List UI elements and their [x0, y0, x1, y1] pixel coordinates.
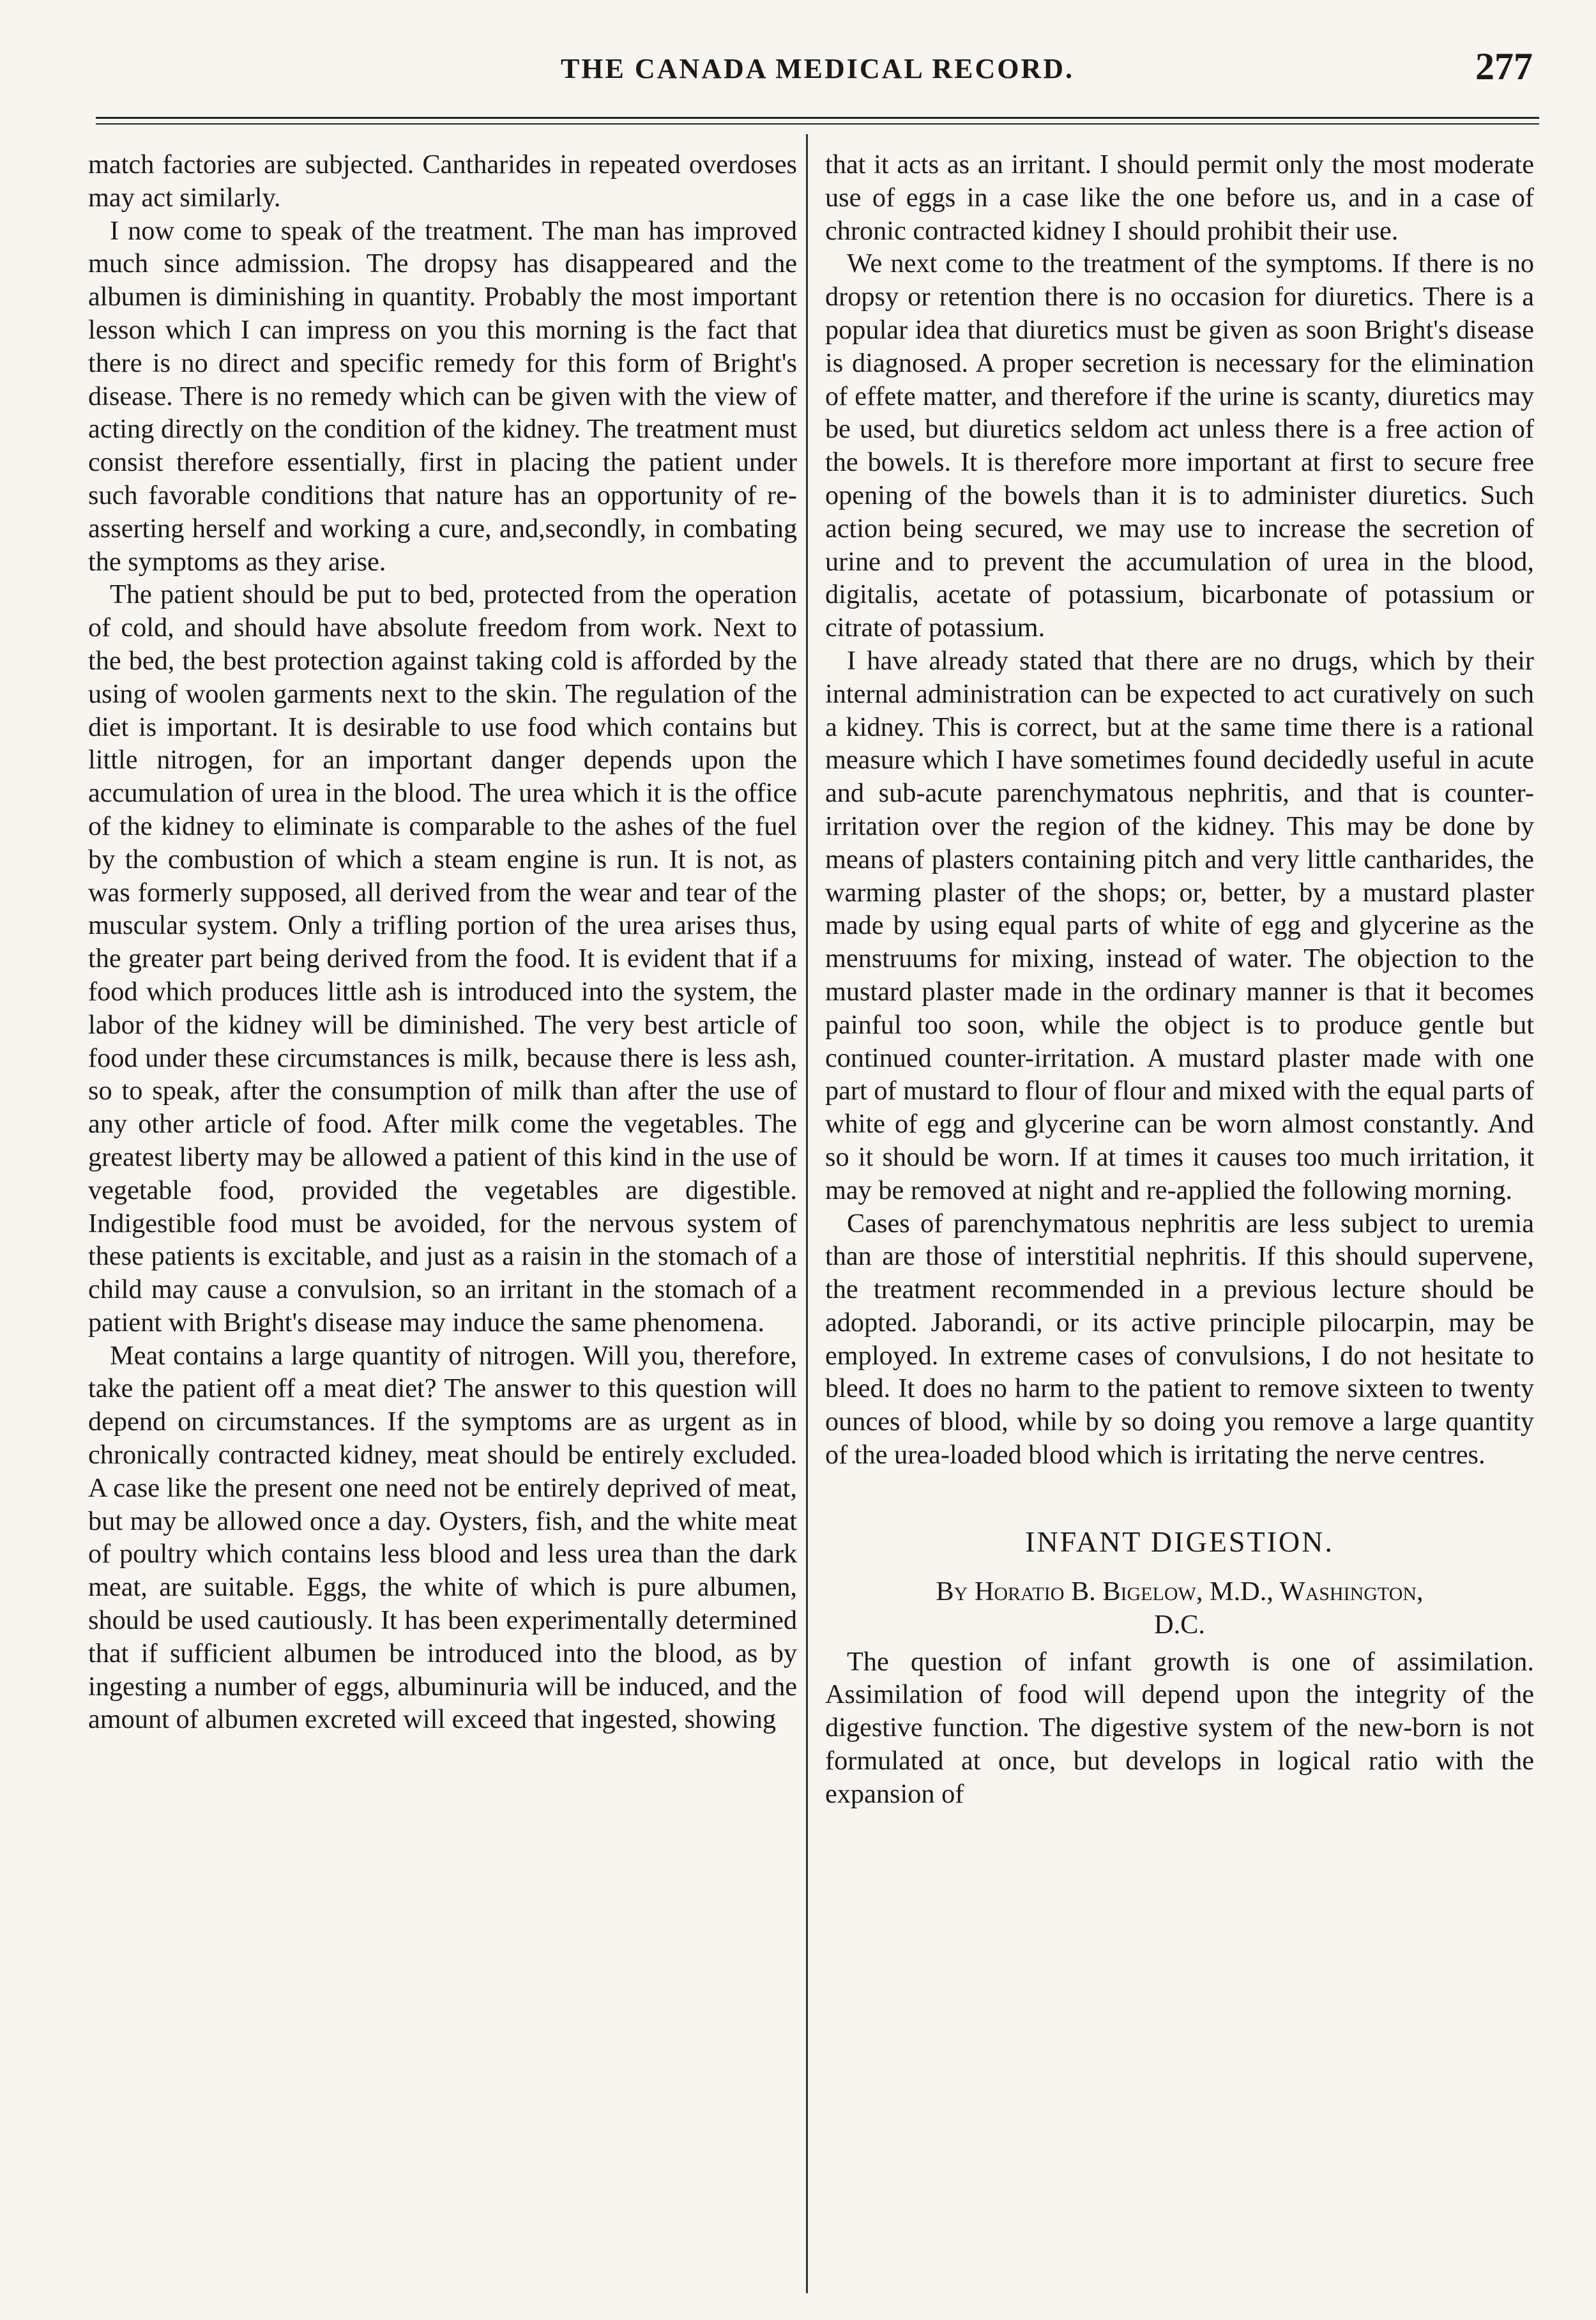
paragraph: The question of infant growth is one of assimilation. Assimilation of food will depend upon the integrity of the digestive function. The digestive system of the new-born is not formulated at once, but develops in logical ratio with the expansion of [825, 1646, 1534, 1809]
paragraph: match factories are subjected. Cantharides in repeated overdoses may act similarly. [88, 149, 797, 213]
paragraph: The patient should be put to bed, protected from the operation of cold, and should have absolute freedom from work. Next to the bed, the best protection against taking cold is afforded by the using of woolen garments next to the skin. The regulation of the diet is important. It is desirable to use food which contains but little nitrogen, for an important danger depends upon the accumulation of urea in the blood. The urea which it is the office of the kidney to eliminate is comparable to the ashes of the fuel by the combustion of which a steam engine is run. It is not, as was formerly supposed, all derived from the wear and tear of the muscular system. Only a trifling portion of the urea arises thus, the greater part being derived from the food. It is evident that if a food which produces little ash is introduced into the system, the labor of the kidney will be diminished. The very best article of food under these circumstances is milk, because there is less ash, so to speak, after the consumption of milk than after the use of any other article of food. After milk come the vegetables. The greatest liberty may be allowed a patient of this kind in the use of vegetable food, provided the vegetables are digestible. Indigestible food must be avoided, for the nervous system of these patients is excitable, and just as a raisin in the stomach of a child may cause a convulsion, so an irritant in the stomach of a patient with Bright's disease may induce the same phenomena. [88, 579, 797, 1338]
paragraph: that it acts as an irritant. I should permit only the most moderate use of eggs in a case like the one before us, and in a case of chronic contracted kidney I should prohibit their use. [825, 149, 1534, 246]
paragraph: Cases of parenchymatous nephritis are less subject to uremia than are those of interstitial nephritis. If this should supervene, the treatment recommended in a previous lecture should be adopted. Jaborandi, or its active principle pilocarpin, may be employed. In extreme cases of convulsions, I do not hesitate to bleed. It does no harm to the patient to remove sixteen to twenty ounces of blood, while by so doing you remove a large quantity of the urea-loaded blood which is irritating the nerve centres. [825, 1208, 1534, 1470]
paragraph: I have already stated that there are no drugs, which by their internal administration can be expected to act curatively on such a kidney. This is correct, but at the same time there is a rational measure which I have sometimes found decidedly useful in acute and sub-acute parenchymatous nephritis, and that is counter-irritation over the region of the kidney. This may be done by means of plasters containing pitch and very little cantharides, the warming plaster of the shops; or, better, by a mustard plaster made by using equal parts of white of egg and glycerine as the menstruums for mixing, instead of water. The objection to the mustard plaster made in the ordinary manner is that it becomes painful too soon, while the object is to produce gentle but continued counter-irritation. A mustard plaster made with one part of mustard to flour of flour and mixed with the equal parts of white of egg and glycerine can be worn almost constantly. And so it should be worn. If at times it causes too much irritation, it may be removed at night and re-applied the following morning. [825, 645, 1534, 1205]
column-divider [806, 134, 808, 2293]
paragraph: I now come to speak of the treatment. The man has improved much since admission. The dropsy has disappeared and the albumen is diminishing in quantity. Probably the most important lesson which I can impress on you this morning is the fact that there is no direct and specific remedy for this form of Bright's disease. There is no remedy which can be given with the view of acting directly on the condition of the kidney. The treatment must consist therefore essentially, first in placing the patient under such favorable conditions that nature has an opportunity of reasserting herself and working a cure, and,secondly, in combating the symptoms as they arise. [88, 215, 797, 577]
article-byline [825, 1575, 1534, 1642]
paragraph: Meat contains a large quantity of nitrogen. Will you, therefore, take the patient off a meat diet? The answer to this question will depend on circumstances. If the symptoms are as urgent as in chronically contracted kidney, meat should be entirely excluded. A case like the present one need not be entirely deprived of meat, but may be allowed once a day. Oysters, fish, and the white meat of poultry which contains less blood and less urea than the dark meat, are suitable. Eggs, the white of which is pure albumen, should be used cautiously. It has been experimentally determined that if sufficient albumen be introduced into the blood, as by ingesting a number of eggs, albuminuria will be induced, and the amount of albumen excreted will exceed that ingested, showing [88, 1340, 797, 1735]
right-column [825, 148, 1534, 2282]
header-rule-bottom [96, 123, 1539, 125]
article-title: INFANT DIGESTION. [1025, 1525, 1334, 1558]
left-column [88, 148, 797, 2282]
paragraph: We next come to the treatment of the symptoms. If there is no dropsy or retention there is no occasion for diuretics. There is a popular idea that diuretics must be given as soon Bright's disease is diagnosed. A proper secretion is necessary for the elimination of effete matter, and therefore if the urine is scanty, diuretics may be used, but diuretics seldom act unless there is a free action of the bowels. It is therefore more important at first to secure free opening of the bowels than it is to administer diuretics. Such action being secured, we may use to increase the secretion of urine and to prevent the accumulation of urea in the blood, digitalis, acetate of potassium, bicarbonate of potassium or citrate of potassium. [825, 248, 1534, 643]
byline-line: By Horatio B. Bigelow, M.D., Washington, [936, 1576, 1424, 1606]
journal-title: THE CANADA MEDICAL RECORD. [560, 53, 1075, 84]
page-header [96, 40, 1539, 110]
page-number: 277 [1475, 45, 1533, 88]
byline-line: D.C. [1154, 1609, 1205, 1640]
header-rule-top [96, 117, 1539, 119]
